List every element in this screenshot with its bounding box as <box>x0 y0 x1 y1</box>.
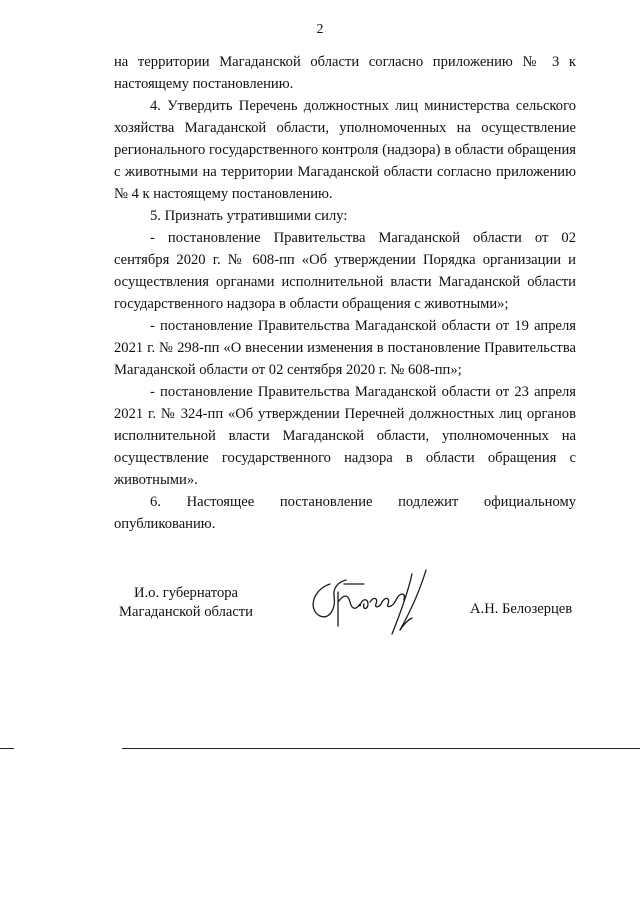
paragraph-item-5-b: - постановление Правительства Магаданской области от 19 апреля 2021 г. № 298-пп «О внесении изменения в постановление Правительства Магаданской области от 02 сентября 2020 г. № 608-пп»; <box>114 318 576 378</box>
paragraph-item-5-c: - постановление Правительства Магаданской области от 23 апреля 2021 г. № 324-пп «Об утверждении Перечней должностных лиц органов исполнительной власти Магаданской области, уполномоченных на осуществление государственного надзора в области обращения с животными». <box>114 384 576 488</box>
paragraph-continuation: на территории Магаданской области согласно приложению № 3 к настоящему постановлению. <box>114 54 576 92</box>
signatory-name: А.Н. Белозерцев <box>470 601 573 617</box>
signatory-title-line1: И.о. губернатора <box>133 585 239 601</box>
document-body <box>114 51 576 535</box>
signatory-title <box>104 584 268 622</box>
signatory-title-line2: Магаданской области <box>119 604 253 620</box>
paragraph-item-4: 4. Утвердить Перечень должностных лиц министерства сельского хозяйства Магаданской области, уполномоченных на осуществление регионального государственного контроля (надзора) в области обращения с животными на территории Магаданской области согласно приложению № 4 к настоящему постановлению. <box>114 98 576 202</box>
handwritten-signature <box>300 562 450 642</box>
paragraph-item-6: 6. Настоящее постановление подлежит официальному опубликованию. <box>114 494 576 532</box>
paragraph-item-5: 5. Признать утратившими силу: <box>150 208 348 224</box>
paragraph-item-5-a: - постановление Правительства Магаданской области от 02 сентября 2020 г. № 608-пп «Об утверждении Порядка организации и осуществления органами исполнительной власти Магаданской области государственного надзора в области обращения с животными»; <box>114 230 576 312</box>
page-number: 2 <box>316 22 324 37</box>
footer-rule <box>122 748 640 749</box>
margin-mark <box>0 748 14 749</box>
